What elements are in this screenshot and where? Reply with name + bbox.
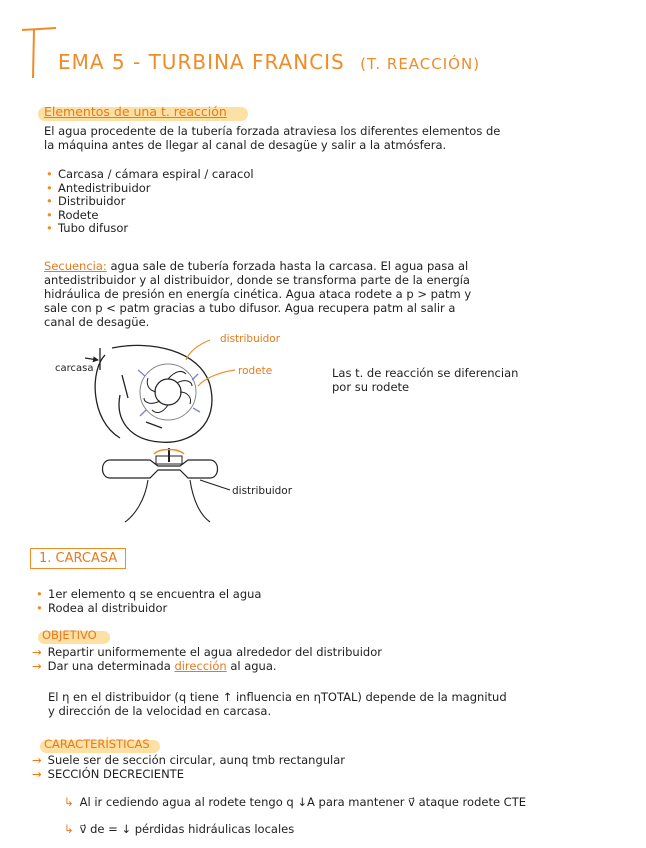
elementos-intro-1: El agua procedente de la tubería forzada atraviesa los diferentes elementos de: [44, 124, 501, 138]
list-item: • Antedistribuidor: [46, 182, 254, 196]
sub-point-1: ↳ Al ir cediendo agua al rodete tengo q ↓A para mantener v⃗ ataque rodete CTE: [64, 795, 527, 809]
elementos-heading: Elementos de una t. reacción: [44, 104, 227, 119]
draft-tube-right: [190, 480, 210, 522]
side-note-line-2: por su rodete: [332, 380, 410, 394]
sub-point-2: ↳ v⃗ de = ↓ pérdidas hidráulicas locales: [64, 822, 295, 836]
flow-arrow-left: [122, 375, 128, 398]
sub-arrow-icon: ↳: [64, 822, 74, 836]
sub-arrow-icon: ↳: [64, 795, 74, 809]
list-item: • Rodea al distribuidor: [36, 602, 261, 616]
list-item: • Rodete: [46, 209, 254, 223]
caracteristicas-heading: CARACTERÍSTICAS: [44, 737, 150, 751]
label-carcasa: carcasa: [55, 363, 94, 374]
label-rodete: rodete: [238, 365, 273, 377]
distribuidor-pointer: [186, 340, 210, 360]
title-initial-t: [20, 22, 60, 82]
flow-arrow-bottom: [146, 422, 162, 428]
eta-line-2: y dirección de la velocidad en carcasa.: [48, 704, 272, 718]
list-item: → Suele ser de sección circular, aunq tmb rectangular: [32, 753, 346, 767]
objetivo-list: [32, 645, 382, 673]
runner-outer: [140, 364, 196, 420]
list-item: • Distribuidor: [46, 195, 254, 209]
elementos-intro-2: la máquina antes de llegar al canal de desagüe y salir a la atmósfera.: [44, 138, 447, 152]
label-distribuidor-top: distribuidor: [220, 333, 281, 345]
casing-inner-outline: [95, 355, 120, 438]
secuencia-line-4: sale con p < patm gracias a tubo difusor. Agua recupera patm al salir a: [44, 301, 456, 315]
page-title: EMA 5 - TURBINA FRANCIS (T. REACCIÓN): [58, 50, 481, 74]
elementos-list: [46, 168, 254, 236]
list-item: • 1er elemento q se encuentra el agua: [36, 588, 261, 602]
runner-blades: [144, 371, 192, 412]
secuencia-line-5: canal de desagüe.: [44, 315, 150, 329]
list-item: → SECCIÓN DECRECIENTE: [32, 767, 184, 781]
secuencia-line-3: hidráulica de presión en energía cinética. Agua ataca rodete a p > patm y: [44, 287, 472, 301]
side-view-body: [103, 460, 218, 478]
secuencia-line-2: antedistribuidor y al distribuidor, donde se transforma parte de la energía: [44, 273, 470, 287]
label-distribuidor-bottom: distribuidor: [232, 485, 293, 497]
list-item: • Tubo difusor: [46, 222, 254, 236]
carcasa-list: [36, 588, 261, 615]
list-item: → Dar una determinada dirección al agua.: [32, 659, 277, 673]
list-item: → Repartir uniformemente el agua alrededor del distribuidor: [32, 645, 382, 659]
carcasa-arrow: [85, 358, 98, 360]
turbine-diagram: [50, 330, 310, 530]
objetivo-heading: OBJETIVO: [42, 628, 97, 642]
distribuidor-bottom-pointer: [200, 480, 230, 490]
secuencia-line-1: Secuencia: agua sale de tubería forzada hasta la carcasa. El agua pasa al: [44, 259, 469, 273]
carcasa-heading: 1. CARCASA: [30, 548, 126, 569]
list-item: • Carcasa / cámara espiral / caracol: [46, 168, 254, 182]
side-note-line-1: Las t. de reacción se diferencian: [332, 366, 519, 380]
secuencia-label: Secuencia:: [44, 259, 107, 273]
eta-line-1: El η en el distribuidor (q tiene ↑ influencia en ηTOTAL) depende de la magnitud: [48, 690, 507, 704]
draft-tube-left: [125, 480, 148, 522]
caracteristicas-list: [32, 753, 345, 781]
